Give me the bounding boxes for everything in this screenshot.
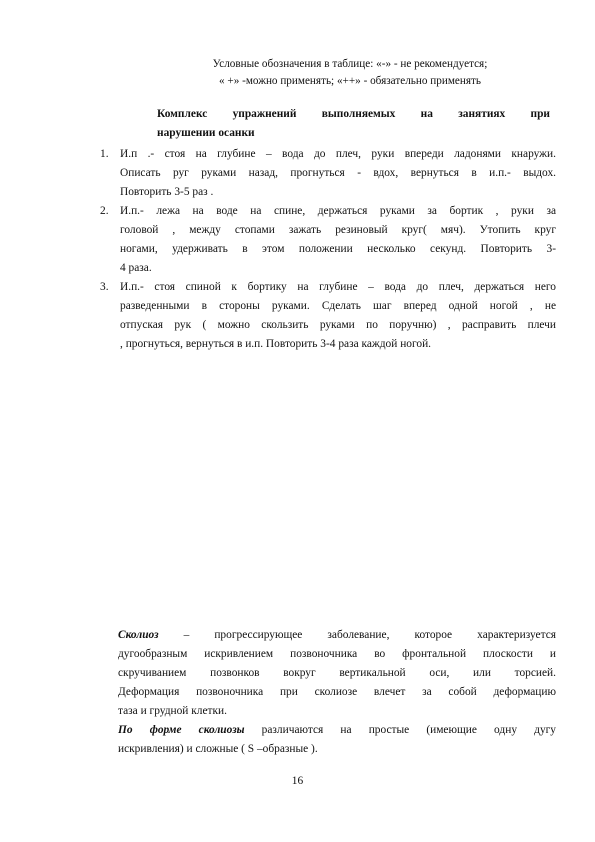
scoliosis-line <box>118 626 556 645</box>
scoliosis-paragraph <box>118 626 556 759</box>
exercise-line: головой , между стопами зажать резиновый круг( мяч). Утопить круг <box>120 224 556 236</box>
page-number: 16 <box>291 775 304 787</box>
scoliosis-line-text: различаются на простые (имеющие одну дугу <box>244 724 557 736</box>
scoliosis-line-text: – прогрессирующее заболевание, которое характеризуется <box>158 629 556 641</box>
scoliosis-form-term: По форме сколиозы <box>118 724 245 736</box>
exercise-line: И.п .- стоя на глубине – вода до плеч, руки впереди ладонями кнаружи. <box>120 148 556 160</box>
exercise-line: разведенными в стороны руками. Сделать шаг вперед одной ногой , не <box>120 300 556 312</box>
heading-line-2: нарушении осанки <box>157 127 255 139</box>
exercise-line: Повторить 3-5 раз . <box>120 186 214 198</box>
exercise-line: И.п.- лежа на воде на спине, держаться руками за бортик , руки за <box>120 205 556 217</box>
scoliosis-line: Деформация позвоночника при сколиозе влечет за собой деформацию <box>118 686 556 698</box>
scoliosis-line: таза и грудной клетки. <box>118 705 227 717</box>
exercise-item <box>100 202 556 278</box>
exercise-item <box>100 278 556 354</box>
scoliosis-term: Сколиоз <box>118 629 159 641</box>
exercise-line: , прогнуться, вернуться в и.п. Повторить 3-4 раза каждой ногой. <box>120 338 432 350</box>
exercise-line: И.п.- стоя спиной к бортику на глубине – вода до плеч, держаться него <box>120 281 556 293</box>
exercise-number: 3. <box>100 281 109 293</box>
scoliosis-line <box>118 721 556 740</box>
exercise-line: отпуская рук ( можно скользить руками по поручню) , расправить плечи <box>120 319 556 331</box>
exercise-list <box>100 145 556 354</box>
exercise-number: 1. <box>100 148 109 160</box>
legend-line-2: « +» -можно применять; «++» - обязательно применять <box>219 75 481 87</box>
scoliosis-line: скручиванием позвонков вокруг вертикальной оси, или торсией. <box>118 667 556 679</box>
exercise-line: ногами, удерживать в этом положении несколько секунд. Повторить 3- <box>120 243 556 255</box>
exercise-line: 4 раза. <box>120 262 152 274</box>
scoliosis-line: искривления) и сложные ( S –образные ). <box>118 743 318 755</box>
heading-line-1: Комплекс упражнений выполняемых на занятиях при <box>157 108 550 120</box>
section-heading <box>157 105 550 143</box>
exercise-number: 2. <box>100 205 109 217</box>
legend-line-1: Условные обозначения в таблице: «-» - не рекомендуется; <box>212 58 488 70</box>
scoliosis-line: дугообразным искривлением позвоночника во фронтальной плоскости и <box>118 648 556 660</box>
table-legend <box>150 56 550 90</box>
exercise-item <box>100 145 556 202</box>
exercise-line: Описать руг руками назад, прогнуться - вдох, вернуться в и.п.- выдох. <box>120 167 556 179</box>
